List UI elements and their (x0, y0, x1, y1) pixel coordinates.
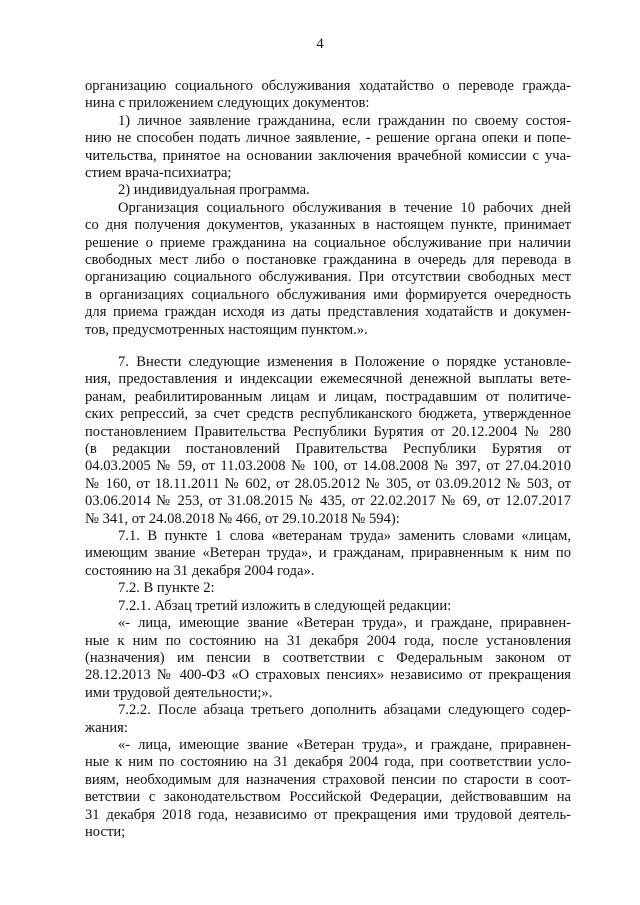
text-line: (в редакции постановлений Правительства Республики Бурятия от (85, 441, 571, 458)
text-line: Организация социального обслуживания в течение 10 рабочих дней (118, 199, 571, 216)
text-line: ветствии с законодательством Российской Федерации, действовавшим на (85, 789, 571, 806)
text-line: 7. Внести следующие изменения в Положение о порядке установле- (118, 354, 571, 370)
text-line: организацию социального обслуживания. При отсутствии свободных мест (85, 269, 571, 286)
text-line: стием врача-психиатра; (85, 165, 232, 182)
text-line: 7.2.2. После абзаца третьего дополнить абзацами следующего содер- (118, 702, 571, 719)
text-line: свободных мест либо о постановке гражданина в очередь для перевода в (85, 252, 571, 269)
text-line: 7.2.1. Абзац третий изложить в следующей редакции: (118, 597, 452, 614)
text-line: организацию социального обслуживания ходатайство о переводе гражда- (85, 78, 571, 94)
text-line: решение о приеме гражданина на социальное обслуживание при наличии (85, 234, 571, 251)
page-number: 4 (316, 36, 324, 52)
text-line: ния, предоставления и индексации ежемесячной денежной выплаты вете- (85, 371, 571, 388)
text-line: постановлением Правительства Республики Бурятия от 20.12.2004 № 280 (85, 423, 571, 440)
text-block-1 (85, 78, 571, 339)
text-line: жания: (85, 719, 128, 736)
text-line: чительства, принятое на основании заключения врачебной комиссии с уча- (85, 147, 571, 164)
text-line: 7.1. В пункте 1 слова «ветеранам труда» заменить словами «лицам, (118, 528, 571, 545)
text-line: виям, необходимым для назначения страховой пенсии по старости в соот- (85, 771, 571, 788)
text-line: 31 декабря 2018 года, независимо от прекращения ими трудовой деятель- (85, 806, 571, 823)
text-line: для приема граждан исходя из даты представления ходатайств и докумен- (85, 304, 571, 321)
text-line: со дня получения документов, указанных в настоящем пункте, принимает (85, 217, 571, 234)
text-line: в организациях социального обслуживания ими формируется очередность (85, 286, 571, 303)
text-line: ные к ним по состоянию на 31 декабря 2004 года, при соответствии усло- (85, 754, 571, 771)
text-line: «- лица, имеющие звание «Ветеран труда», и граждане, приравнен- (118, 615, 571, 632)
text-line: ранам, реабилитированным лицам и лицам, пострадавшим от политиче- (85, 388, 571, 405)
text-line: 03.06.2014 № 253, от 31.08.2015 № 435, от 22.02.2017 № 69, от 12.07.2017 (85, 493, 571, 510)
text-line: ности; (85, 823, 126, 840)
text-line: № 341, от 24.08.2018 № 466, от 29.10.2018 № 594): (85, 510, 400, 527)
text-line: 2) индивидуальная программа. (118, 182, 310, 199)
text-line: № 160, от 18.11.2011 № 602, от 28.05.2012 № 305, от 03.09.2012 № 503, от (85, 475, 571, 492)
text-line: нина с приложением следующих документов: (85, 95, 370, 112)
text-line: 28.12.2013 № 400-ФЗ «О страховых пенсиях» независимо от прекращения (85, 667, 571, 684)
text-line: «- лица, имеющие звание «Ветеран труда», и граждане, приравнен- (118, 736, 571, 753)
text-line: (назначения) им пенсии в соответствии с Федеральным законом от (85, 649, 571, 666)
text-line: ских репрессий, за счет средств республиканского бюджета, утвержденное (85, 406, 571, 423)
text-line: 1) личное заявление гражданина, если гражданин по своему состоя- (118, 112, 571, 129)
text-line: состоянию на 31 декабря 2004 года». (85, 562, 315, 579)
text-line: тов, предусмотренных настоящим пунктом.». (85, 321, 368, 338)
text-line: имеющим звание «Ветеран труда», и гражданам, приравненным к ним по (85, 545, 571, 562)
text-line: 7.2. В пункте 2: (118, 580, 215, 597)
text-line: ими трудовой деятельности;». (85, 684, 273, 701)
text-line: ные к ним по состоянию на 31 декабря 2004 года, после установления (85, 632, 571, 649)
text-line: нию не способен подать личное заявление, - решение органа опеки и попе- (85, 130, 571, 147)
text-block-2 (85, 354, 571, 841)
text-line: 04.03.2005 № 59, от 11.03.2008 № 100, от 14.08.2008 № 397, от 27.04.2010 (85, 458, 571, 475)
